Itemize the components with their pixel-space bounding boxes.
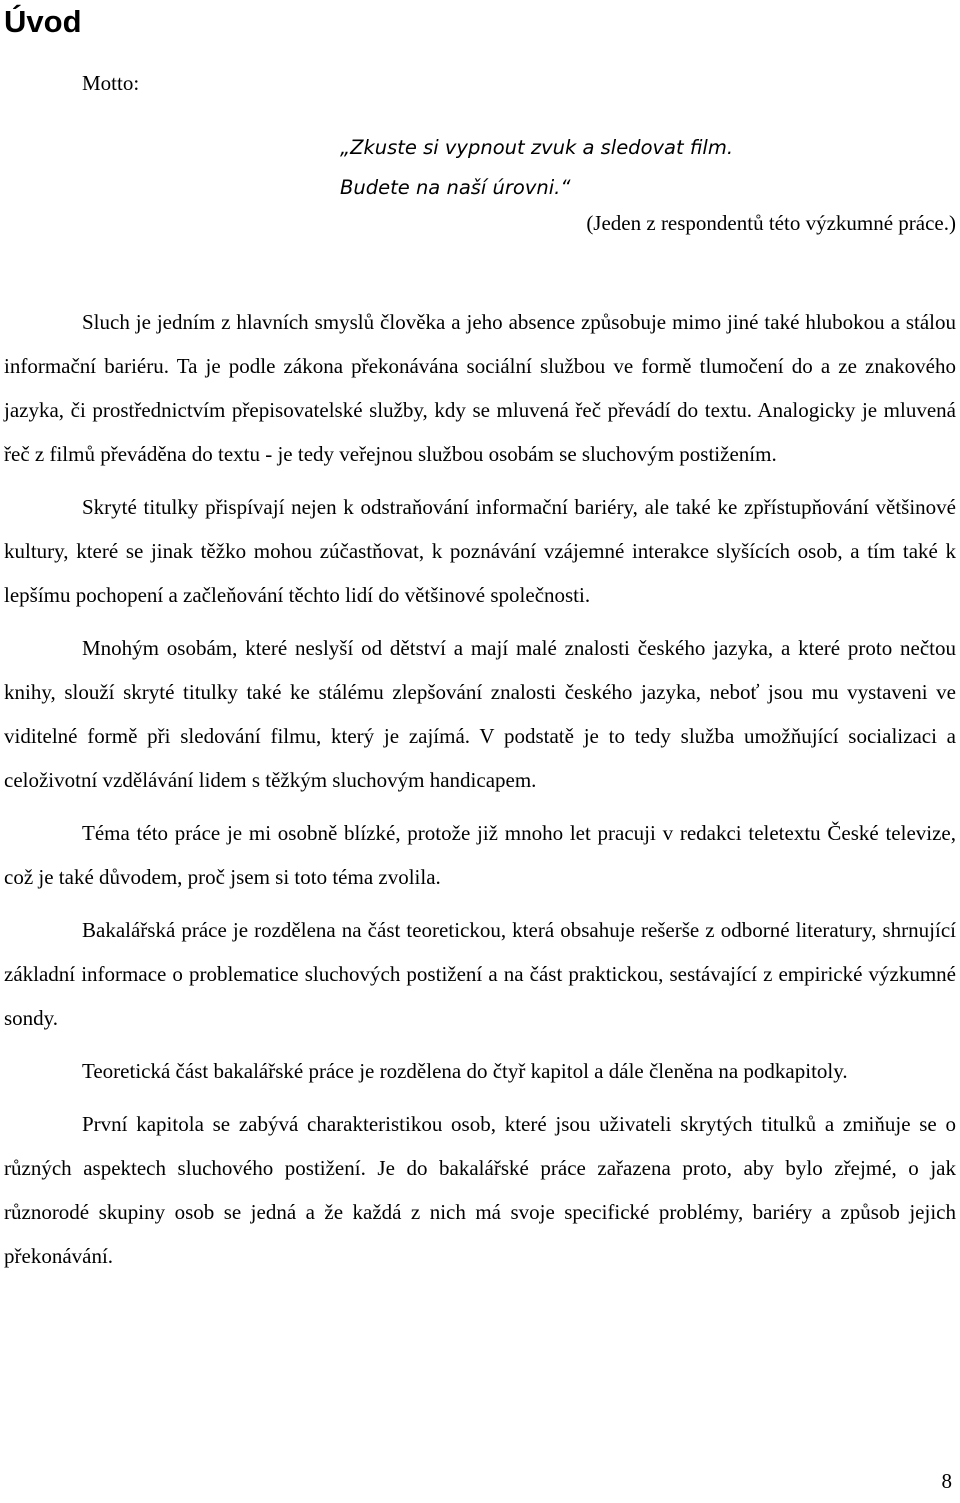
paragraph: Sluch je jedním z hlavních smyslů člověka a jeho absence způsobuje mimo jiné také hlubokou a stálou informační bariéru. Ta je podle zákona překonávána sociální službou ve formě tlumočení do a ze znakového jazyka, či prostřednictvím přepisovatelské služby, kdy se mluvená řeč převádí do textu. Analogicky je mluvená řeč z filmů převáděna do textu - je tedy veřejnou službou osobám se sluchovým postižením. bbox=[4, 310, 956, 466]
motto-source: (Jeden z respondentů této výzkumné práce.) bbox=[586, 211, 956, 235]
paragraph: První kapitola se zabývá charakteristikou osob, které jsou uživateli skrytých titulků a zmiňuje se o různých aspektech sluchového postižení. Je do bakalářské práce zařazena proto, aby bylo zřejmé, o jak různorodé skupiny osob se jedná a že každá z nich má svoje specifické problémy, bariéry a způsob jejich překonávání. bbox=[4, 1112, 956, 1268]
paragraph: Mnohým osobám, které neslyší od dětství a mají malé znalosti českého jazyka, a které proto nečtou knihy, slouží skryté titulky také ke stálému zlepšování znalosti českého jazyka, neboť jsou mu vystaveni ve viditelné formě při sledování filmu, který je zajímá. V podstatě je to tedy služba umožňující socializaci a celoživotní vzdělávání lidem s těžkým sluchovým handicapem. bbox=[4, 636, 956, 792]
paragraph: Téma této práce je mi osobně blízké, protože již mnoho let pracuji v redakci teletextu České televize, což je také důvodem, proč jsem si toto téma zvolila. bbox=[4, 821, 956, 889]
motto-label: Motto: bbox=[82, 71, 140, 95]
motto-quote bbox=[340, 128, 733, 208]
paragraph: Bakalářská práce je rozdělena na část teoretickou, která obsahuje rešerše z odborné literatury, shrnující základní informace o problematice sluchových postižení a na část praktickou, sestávající z empirické výzkumné sondy. bbox=[4, 918, 956, 1030]
motto-quote-line: „Zkuste si vypnout zvuk a sledovat film. bbox=[340, 136, 734, 159]
paragraph: Teoretická část bakalářské práce je rozdělena do čtyř kapitol a dále členěna na podkapitoly. bbox=[82, 1059, 848, 1083]
page-number: 8 bbox=[941, 1469, 952, 1493]
motto-quote-line: Budete na naší úrovni.“ bbox=[340, 176, 571, 199]
paragraph: Skryté titulky přispívají nejen k odstraňování informační bariéry, ale také ke zpřístupňování většinové kultury, které se jinak těžko mohou zúčastňovat, k poznávání vzájemné interakce slyšících osob, a tím také k lepšímu pochopení a začleňování těchto lidí do většinové společnosti. bbox=[4, 495, 956, 607]
section-heading: Úvod bbox=[4, 4, 82, 39]
body-text bbox=[4, 300, 956, 1287]
